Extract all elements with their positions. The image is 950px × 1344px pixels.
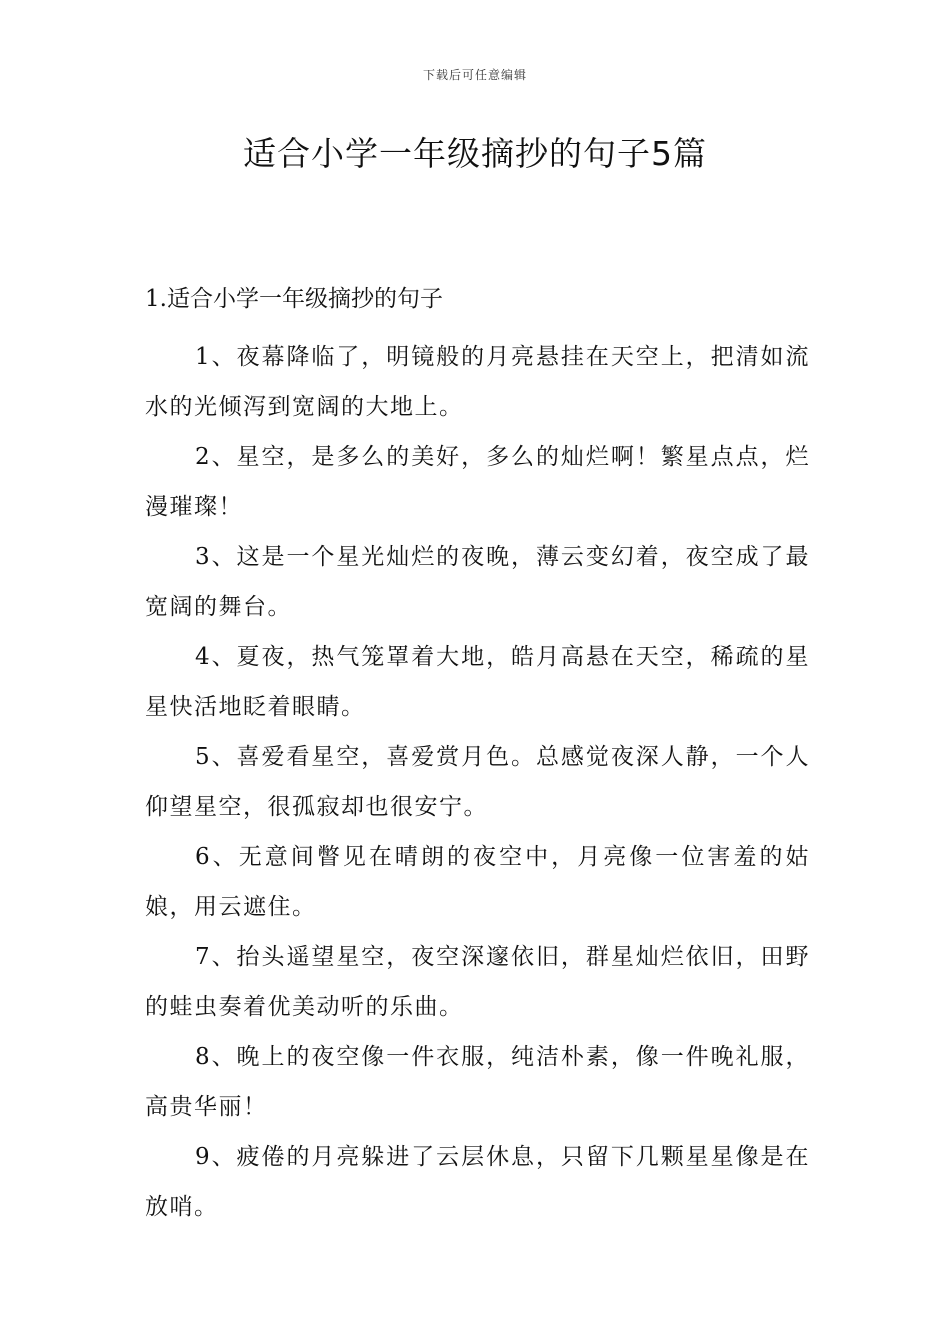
sentence-paragraph-6: 6、无意间瞥见在晴朗的夜空中，月亮像一位害羞的姑娘，用云遮住。 (145, 844, 810, 920)
document-title: 适合小学一年级摘抄的句子5篇 (243, 134, 707, 173)
header-note: 下载后可任意编辑 (422, 68, 527, 82)
sentence-paragraph-4: 4、夏夜，热气笼罩着大地，皓月高悬在天空，稀疏的星星快活地眨着眼睛。 (145, 644, 810, 720)
sentence-paragraph-2: 2、星空，是多么的美好，多么的灿烂啊！繁星点点，烂漫璀璨！ (145, 444, 810, 520)
sentence-paragraph-3: 3、这是一个星光灿烂的夜晚，薄云变幻着，夜空成了最宽阔的舞台。 (145, 544, 810, 620)
sentence-paragraph-5: 5、喜爱看星空，喜爱赏月色。总感觉夜深人静，一个人仰望星空，很孤寂却也很安宁。 (145, 744, 810, 820)
section-heading: 1.适合小学一年级摘抄的句子 (145, 286, 443, 312)
sentence-paragraph-8: 8、晚上的夜空像一件衣服，纯洁朴素，像一件晚礼服，高贵华丽！ (145, 1044, 810, 1120)
sentence-paragraph-7: 7、抬头遥望星空，夜空深邃依旧，群星灿烂依旧，田野的蛙虫奏着优美动听的乐曲。 (145, 944, 810, 1020)
document-body (145, 282, 810, 1232)
sentence-paragraph-9: 9、疲倦的月亮躲进了云层休息，只留下几颗星星像是在放哨。 (145, 1144, 810, 1220)
sentence-paragraph-1: 1、夜幕降临了，明镜般的月亮悬挂在天空上，把清如流水的光倾泻到宽阔的大地上。 (145, 344, 810, 420)
